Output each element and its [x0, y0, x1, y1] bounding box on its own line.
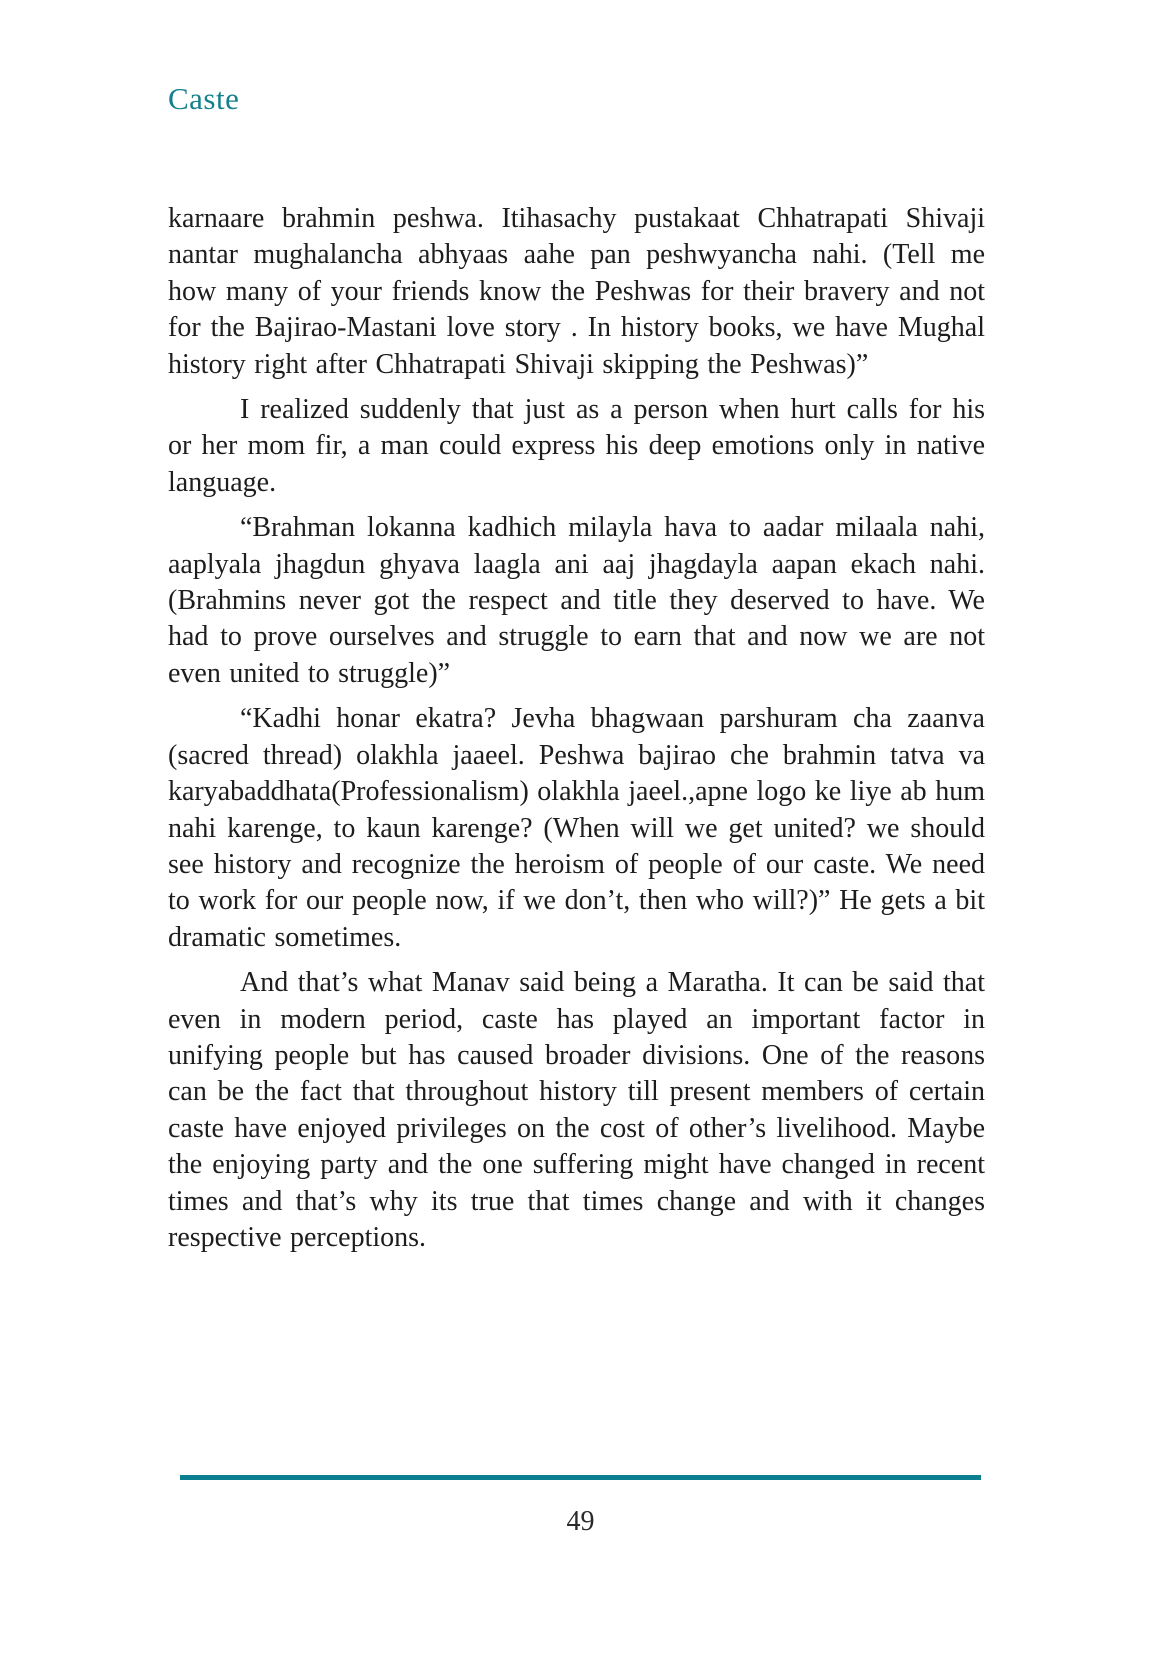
paragraph: “Brahman lokanna kadhich milayla hava to aadar milaala nahi, aaplyala jhagdun ghyava laagla ani aaj jhagdayla aapan ekach nahi. (Brahmins never got the respect and title they deserved to have. We had to prove ourselves and struggle to earn that and now we are not even united to struggle)”: [168, 512, 985, 689]
paragraph: I realized suddenly that just as a person when hurt calls for his or her mom fir, a man could express his deep emotions only in native language.: [168, 394, 985, 498]
paragraph: “Kadhi honar ekatra? Jevha bhagwaan parshuram cha zaanva (sacred thread) olakhla jaaeel. Peshwa bajirao che brahmin tatva va karyabaddhata(Professionalism) olakhla jaeel.,apne logo ke liye ab hum nahi karenge, to kaun karenge? (When will we get united? we should see history and recognize the heroism of people of our caste. We need to work for our people now, if we don’t, then who will?)” He gets a bit dramatic sometimes.: [168, 703, 985, 953]
chapter-running-header: Caste: [168, 81, 240, 116]
page-number: 49: [566, 1506, 595, 1537]
footer-divider-rule: [180, 1475, 981, 1480]
paragraph: And that’s what Manav said being a Maratha. It can be said that even in modern period, caste has played an important factor in unifying people but has caused broader divisions. One of the reasons can be the fact that throughout history till present members of certain caste have enjoyed privileges on the cost of other’s livelihood. Maybe the enjoying party and the one suffering might have changed in recent times and that’s why its true that times change and with it changes respective perceptions.: [168, 967, 985, 1253]
body-text-block: [168, 201, 985, 1265]
paragraph: karnaare brahmin peshwa. Itihasachy pustakaat Chhatrapati Shivaji nantar mughalancha abhyaas aahe pan peshwyancha nahi. (Tell me how many of your friends know the Peshwas for their bravery and not for the Bajirao-Mastani love story . In history books, we have Mughal history right after Chhatrapati Shivaji skipping the Peshwas)”: [168, 203, 985, 380]
